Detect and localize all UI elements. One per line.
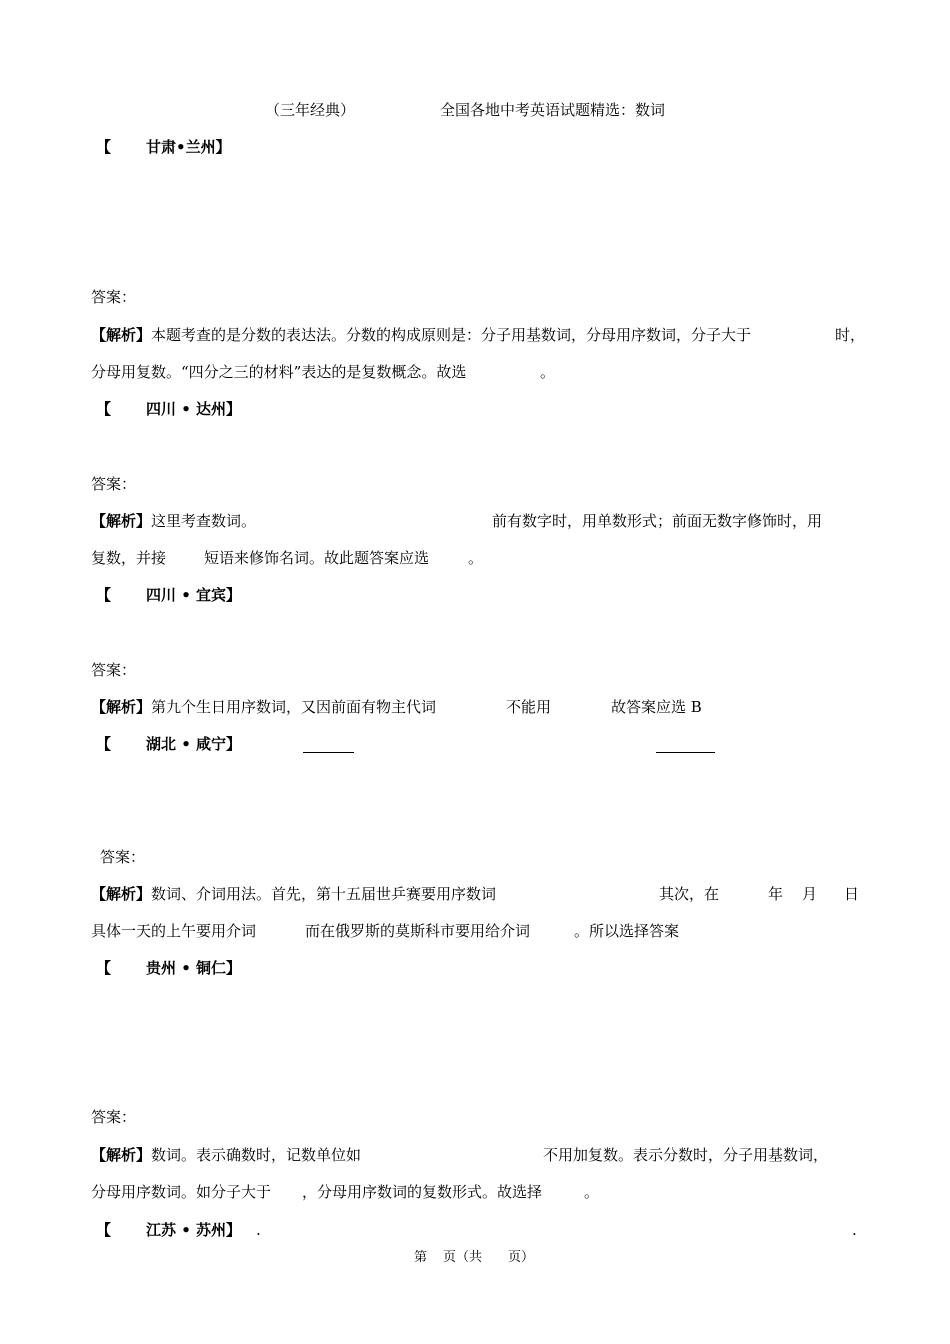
section-5-bracket: 【: [96, 959, 112, 977]
section-3-line1-c: 故答案应选 B: [611, 698, 702, 716]
explanation-label: 【解析】: [91, 512, 152, 530]
section-1-line2: 分母用复数。“四分之三的材料”表达的是复数概念。故选: [91, 363, 467, 381]
explanation-label: 【解析】: [91, 698, 152, 716]
explanation-label: 【解析】: [91, 326, 152, 344]
section-1-bracket: 【: [96, 138, 112, 156]
section-1-region: 甘肃•兰州】: [146, 138, 231, 156]
section-3-line1-b: 不能用: [506, 698, 552, 716]
explanation-label: 【解析】: [91, 885, 152, 903]
section-2-bracket: 【: [96, 400, 112, 418]
section-4-line2-a: 具体一天的上午要用介词: [91, 922, 257, 940]
explanation-text: 这里考查数词。: [151, 512, 257, 530]
section-5-line2-end: 。: [584, 1183, 600, 1201]
footer-ye-end: 页）: [508, 1250, 535, 1265]
section-1-explanation: [91, 325, 751, 345]
section-6-bracket: 【: [96, 1221, 112, 1239]
section-3-answer-label: 答案：: [91, 661, 137, 679]
section-4-line1-d: 月: [802, 885, 818, 903]
section-3-bracket: 【: [96, 586, 112, 604]
explanation-text: 第九个生日用序数词，又因前面有物主代词: [151, 698, 437, 716]
section-5-region: 贵州 • 铜仁】: [146, 959, 242, 977]
section-5-answer-label: 答案：: [91, 1108, 137, 1126]
section-4-line2-b: 而在俄罗斯的莫斯科市要用给介词: [305, 922, 531, 940]
explanation-text: 数词、介词用法。首先，第十五届世乒赛要用序数词: [151, 885, 497, 903]
section-4-region: 湖北 • 咸宁】: [146, 735, 242, 753]
footer-ye: 页（共: [443, 1250, 483, 1265]
explanation-label: 【解析】: [91, 1146, 152, 1164]
title-prefix: （三年经典）: [265, 101, 356, 119]
section-5-explanation: [91, 1145, 361, 1165]
blank-line-1: [303, 752, 354, 753]
section-4-line1-e: 日: [844, 885, 860, 903]
section-4-bracket: 【: [96, 735, 112, 753]
section-4-explanation: [91, 884, 496, 904]
section-6-region: 江苏 • 苏州】: [146, 1221, 242, 1239]
section-2-region: 四川 • 达州】: [146, 400, 242, 418]
section-5-line2-a: 分母用序数词。如分子大于: [91, 1183, 272, 1201]
section-4-line1-b: 其次，在: [659, 885, 720, 903]
section-3-region: 四川 • 宜宾】: [146, 586, 242, 604]
section-2-answer-label: 答案：: [91, 475, 137, 493]
blank-line-2: [656, 752, 715, 753]
explanation-text: 本题考查的是分数的表达法。分数的构成原则是：分子用基数词，分母用序数词，分子大于: [151, 326, 752, 344]
section-2-explanation: [91, 511, 256, 531]
section-1-line1-end: 时，: [835, 326, 866, 344]
section-2-line2-end: 。: [468, 549, 484, 567]
section-4-line1-c: 年: [768, 885, 784, 903]
section-2-line1-b: 前有数字时，用单数形式；前面无数字修饰时，用: [492, 512, 823, 530]
section-6-dot-right: .: [852, 1221, 857, 1239]
section-1-line2-end: 。: [540, 363, 556, 381]
explanation-text: 数词。表示确数时，记数单位如: [151, 1146, 362, 1164]
section-5-line1-b: 不用加复数。表示分数时，分子用基数词，: [543, 1146, 829, 1164]
footer-di: 第: [414, 1250, 428, 1265]
section-4-line2-c: 。所以选择答案: [574, 922, 680, 940]
section-5-line2-b: ，分母用序数词的复数形式。故选择: [302, 1183, 543, 1201]
page-title: 全国各地中考英语试题精选：数词: [440, 101, 666, 119]
section-2-line2-b: 短语来修饰名词。故此题答案应选: [204, 549, 430, 567]
section-6-dot-left: .: [256, 1221, 261, 1239]
section-2-line2-a: 复数，并接: [91, 549, 167, 567]
section-4-answer-label: 答案：: [100, 848, 146, 866]
section-3-explanation: [91, 697, 436, 717]
section-1-answer-label: 答案：: [91, 288, 137, 306]
